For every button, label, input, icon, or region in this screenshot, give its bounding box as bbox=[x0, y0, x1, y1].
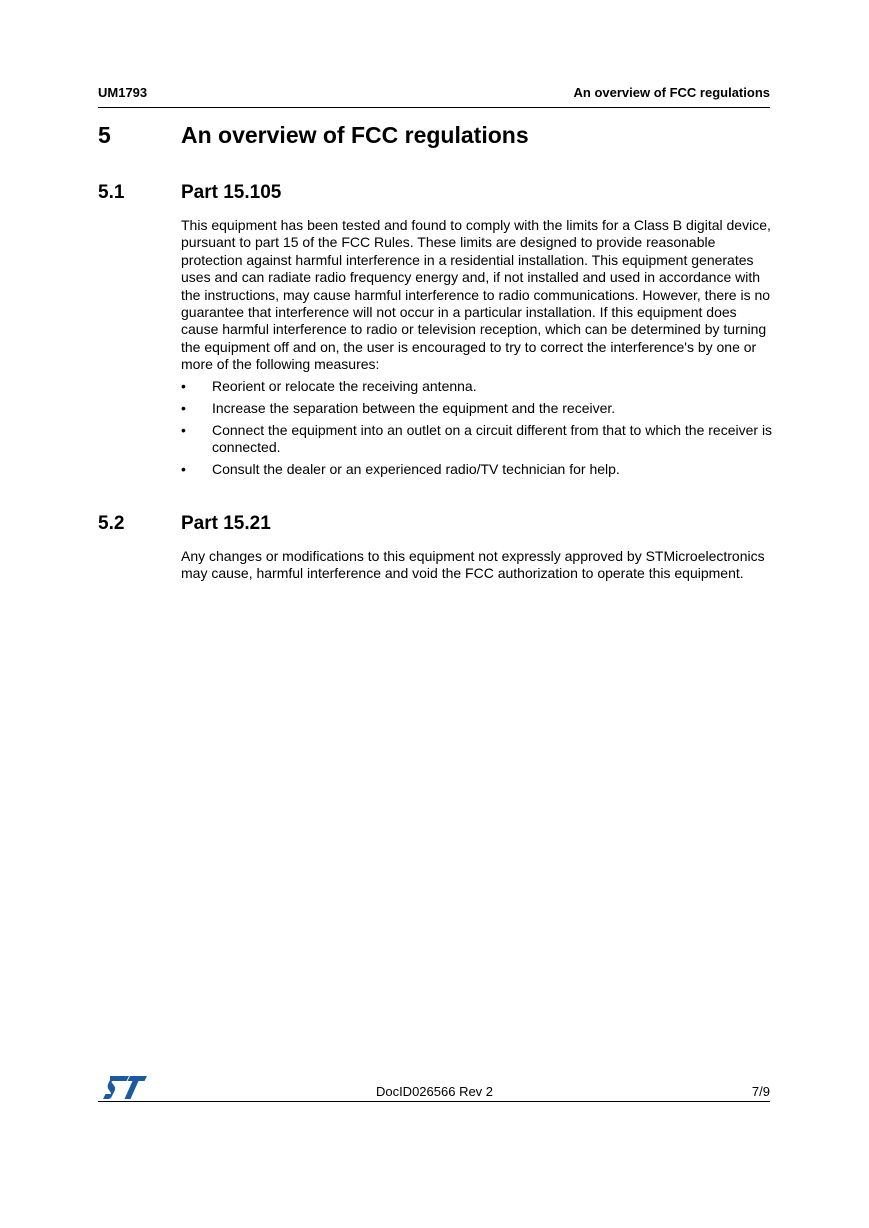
list-item-text: Connect the equipment into an outlet on a circuit different from that to which the receiver is connected. bbox=[212, 421, 773, 456]
section-5-2-title: Part 15.21 bbox=[181, 513, 271, 534]
header-doc-code: UM1793 bbox=[98, 85, 148, 100]
section-5-number: 5 bbox=[98, 122, 111, 148]
list-item bbox=[181, 422, 773, 457]
section-5-title: An overview of FCC regulations bbox=[181, 122, 529, 148]
bullet-icon: • bbox=[181, 399, 186, 416]
section-5-2-number: 5.2 bbox=[98, 513, 125, 534]
header-divider bbox=[98, 107, 770, 108]
footer-divider bbox=[98, 1101, 770, 1102]
bullet-icon: • bbox=[181, 378, 186, 394]
section-5-2-paragraph: Any changes or modifications to this equipment not expressly approved by STMicroelectronics may cause, harmful interference and void the FCC authorization to operate this equipment. bbox=[181, 548, 765, 582]
footer-doc-id: DocID026566 Rev 2 bbox=[375, 1084, 494, 1099]
list-item-text: Consult the dealer or an experienced radio/TV technician for help. bbox=[212, 461, 620, 478]
list-item bbox=[181, 461, 773, 478]
measures-list bbox=[181, 378, 773, 483]
list-item bbox=[181, 400, 773, 417]
list-item bbox=[181, 378, 773, 395]
bullet-icon: • bbox=[181, 461, 186, 478]
section-5-1-title: Part 15.105 bbox=[181, 182, 282, 203]
list-item-text: Increase the separation between the equipment and the receiver. bbox=[212, 399, 616, 416]
section-5-1-paragraph: This equipment has been tested and found to comply with the limits for a Class B digital device, pursuant to part 15 of the FCC Rules. These limits are designed to provide reasonable protection against harmful interference in a residential installation. This equipment generates uses and can radiate radio frequency energy and, if not installed and used in accordance with the instructions, may cause harmful interference to radio communications. However, there is no guarantee that interference will not occur in a particular installation. If this equipment does cause harmful interference to radio or television reception, which can be determined by turning the equipment off and on, the user is encouraged to try to correct the interference's by one or more of the following measures: bbox=[181, 217, 771, 373]
footer-page-number: 7/9 bbox=[751, 1084, 770, 1099]
header-section-title: An overview of FCC regulations bbox=[573, 85, 770, 100]
section-5-1-number: 5.1 bbox=[98, 182, 125, 203]
bullet-icon: • bbox=[181, 421, 186, 438]
list-item-text: Reorient or relocate the receiving antenna. bbox=[212, 378, 477, 394]
